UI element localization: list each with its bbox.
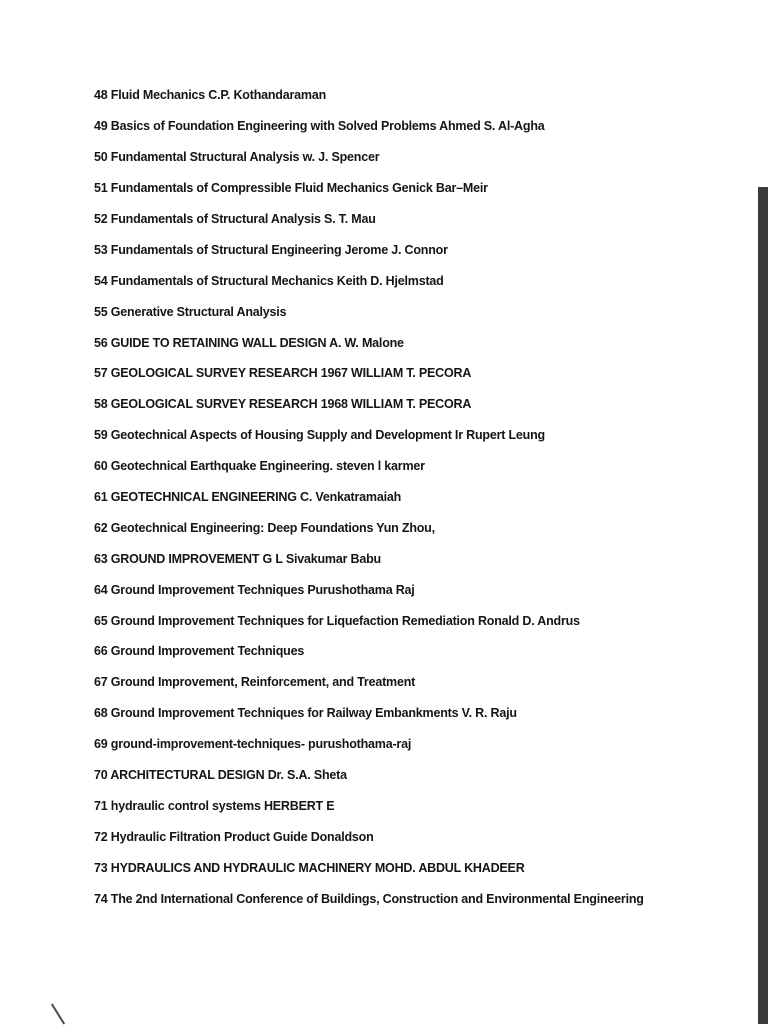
list-item: 72 Hydraulic Filtration Product Guide Donaldson <box>94 829 374 844</box>
list-item: 59 Geotechnical Aspects of Housing Supply and Development Ir Rupert Leung <box>94 428 545 443</box>
list-item: 67 Ground Improvement, Reinforcement, and Treatment <box>94 675 416 690</box>
list-item: 53 Fundamentals of Structural Engineering Jerome J. Connor <box>94 242 448 257</box>
list-item: 68 Ground Improvement Techniques for Railway Embankments V. R. Raju <box>94 706 517 721</box>
list-item: 60 Geotechnical Earthquake Engineering. steven l karmer <box>94 459 425 474</box>
list-item: 66 Ground Improvement Techniques <box>94 644 305 659</box>
page-corner-mark <box>51 1003 65 1024</box>
list-item: 56 GUIDE TO RETAINING WALL DESIGN A. W. Malone <box>94 335 404 350</box>
list-item: 50 Fundamental Structural Analysis w. J. Spencer <box>94 150 380 165</box>
list-item: 49 Basics of Foundation Engineering with Solved Problems Ahmed S. Al-Agha <box>94 119 545 134</box>
list-item: 64 Ground Improvement Techniques Purushothama Raj <box>94 582 415 597</box>
list-item: 73 HYDRAULICS AND HYDRAULIC MACHINERY MOHD. ABDUL KHADEER <box>94 860 525 875</box>
list-item: 51 Fundamentals of Compressible Fluid Mechanics Genick Bar–Meir <box>94 181 488 196</box>
list-item: 71 hydraulic control systems HERBERT E <box>94 798 335 813</box>
list-item: 52 Fundamentals of Structural Analysis S. T. Mau <box>94 212 376 226</box>
list-item: 61 GEOTECHNICAL ENGINEERING C. Venkatramaiah <box>94 490 402 505</box>
list-item: 74 The 2nd International Conference of Buildings, Construction and Environmental Engineering <box>94 891 644 906</box>
list-item: 69 ground-improvement-techniques- purushothama-raj <box>94 737 412 752</box>
list-item: 70 ARCHITECTURAL DESIGN Dr. S.A. Sheta <box>94 768 347 783</box>
list-item: 63 GROUND IMPROVEMENT G L Sivakumar Babu <box>94 551 381 566</box>
list-item: 54 Fundamentals of Structural Mechanics Keith D. Hjelmstad <box>94 273 444 288</box>
list-item: 48 Fluid Mechanics C.P. Kothandaraman <box>94 88 327 103</box>
list-item: 65 Ground Improvement Techniques for Liquefaction Remediation Ronald D. Andrus <box>94 613 580 628</box>
list-item: 58 GEOLOGICAL SURVEY RESEARCH 1968 WILLIAM T. PECORA <box>94 397 472 412</box>
scrollbar[interactable] <box>758 187 768 1024</box>
list-item: 62 Geotechnical Engineering: Deep Foundations Yun Zhou, <box>94 520 435 535</box>
list-item: 57 GEOLOGICAL SURVEY RESEARCH 1967 WILLIAM T. PECORA <box>94 366 472 381</box>
book-list <box>94 80 748 914</box>
list-item: 55 Generative Structural Analysis <box>94 304 287 319</box>
